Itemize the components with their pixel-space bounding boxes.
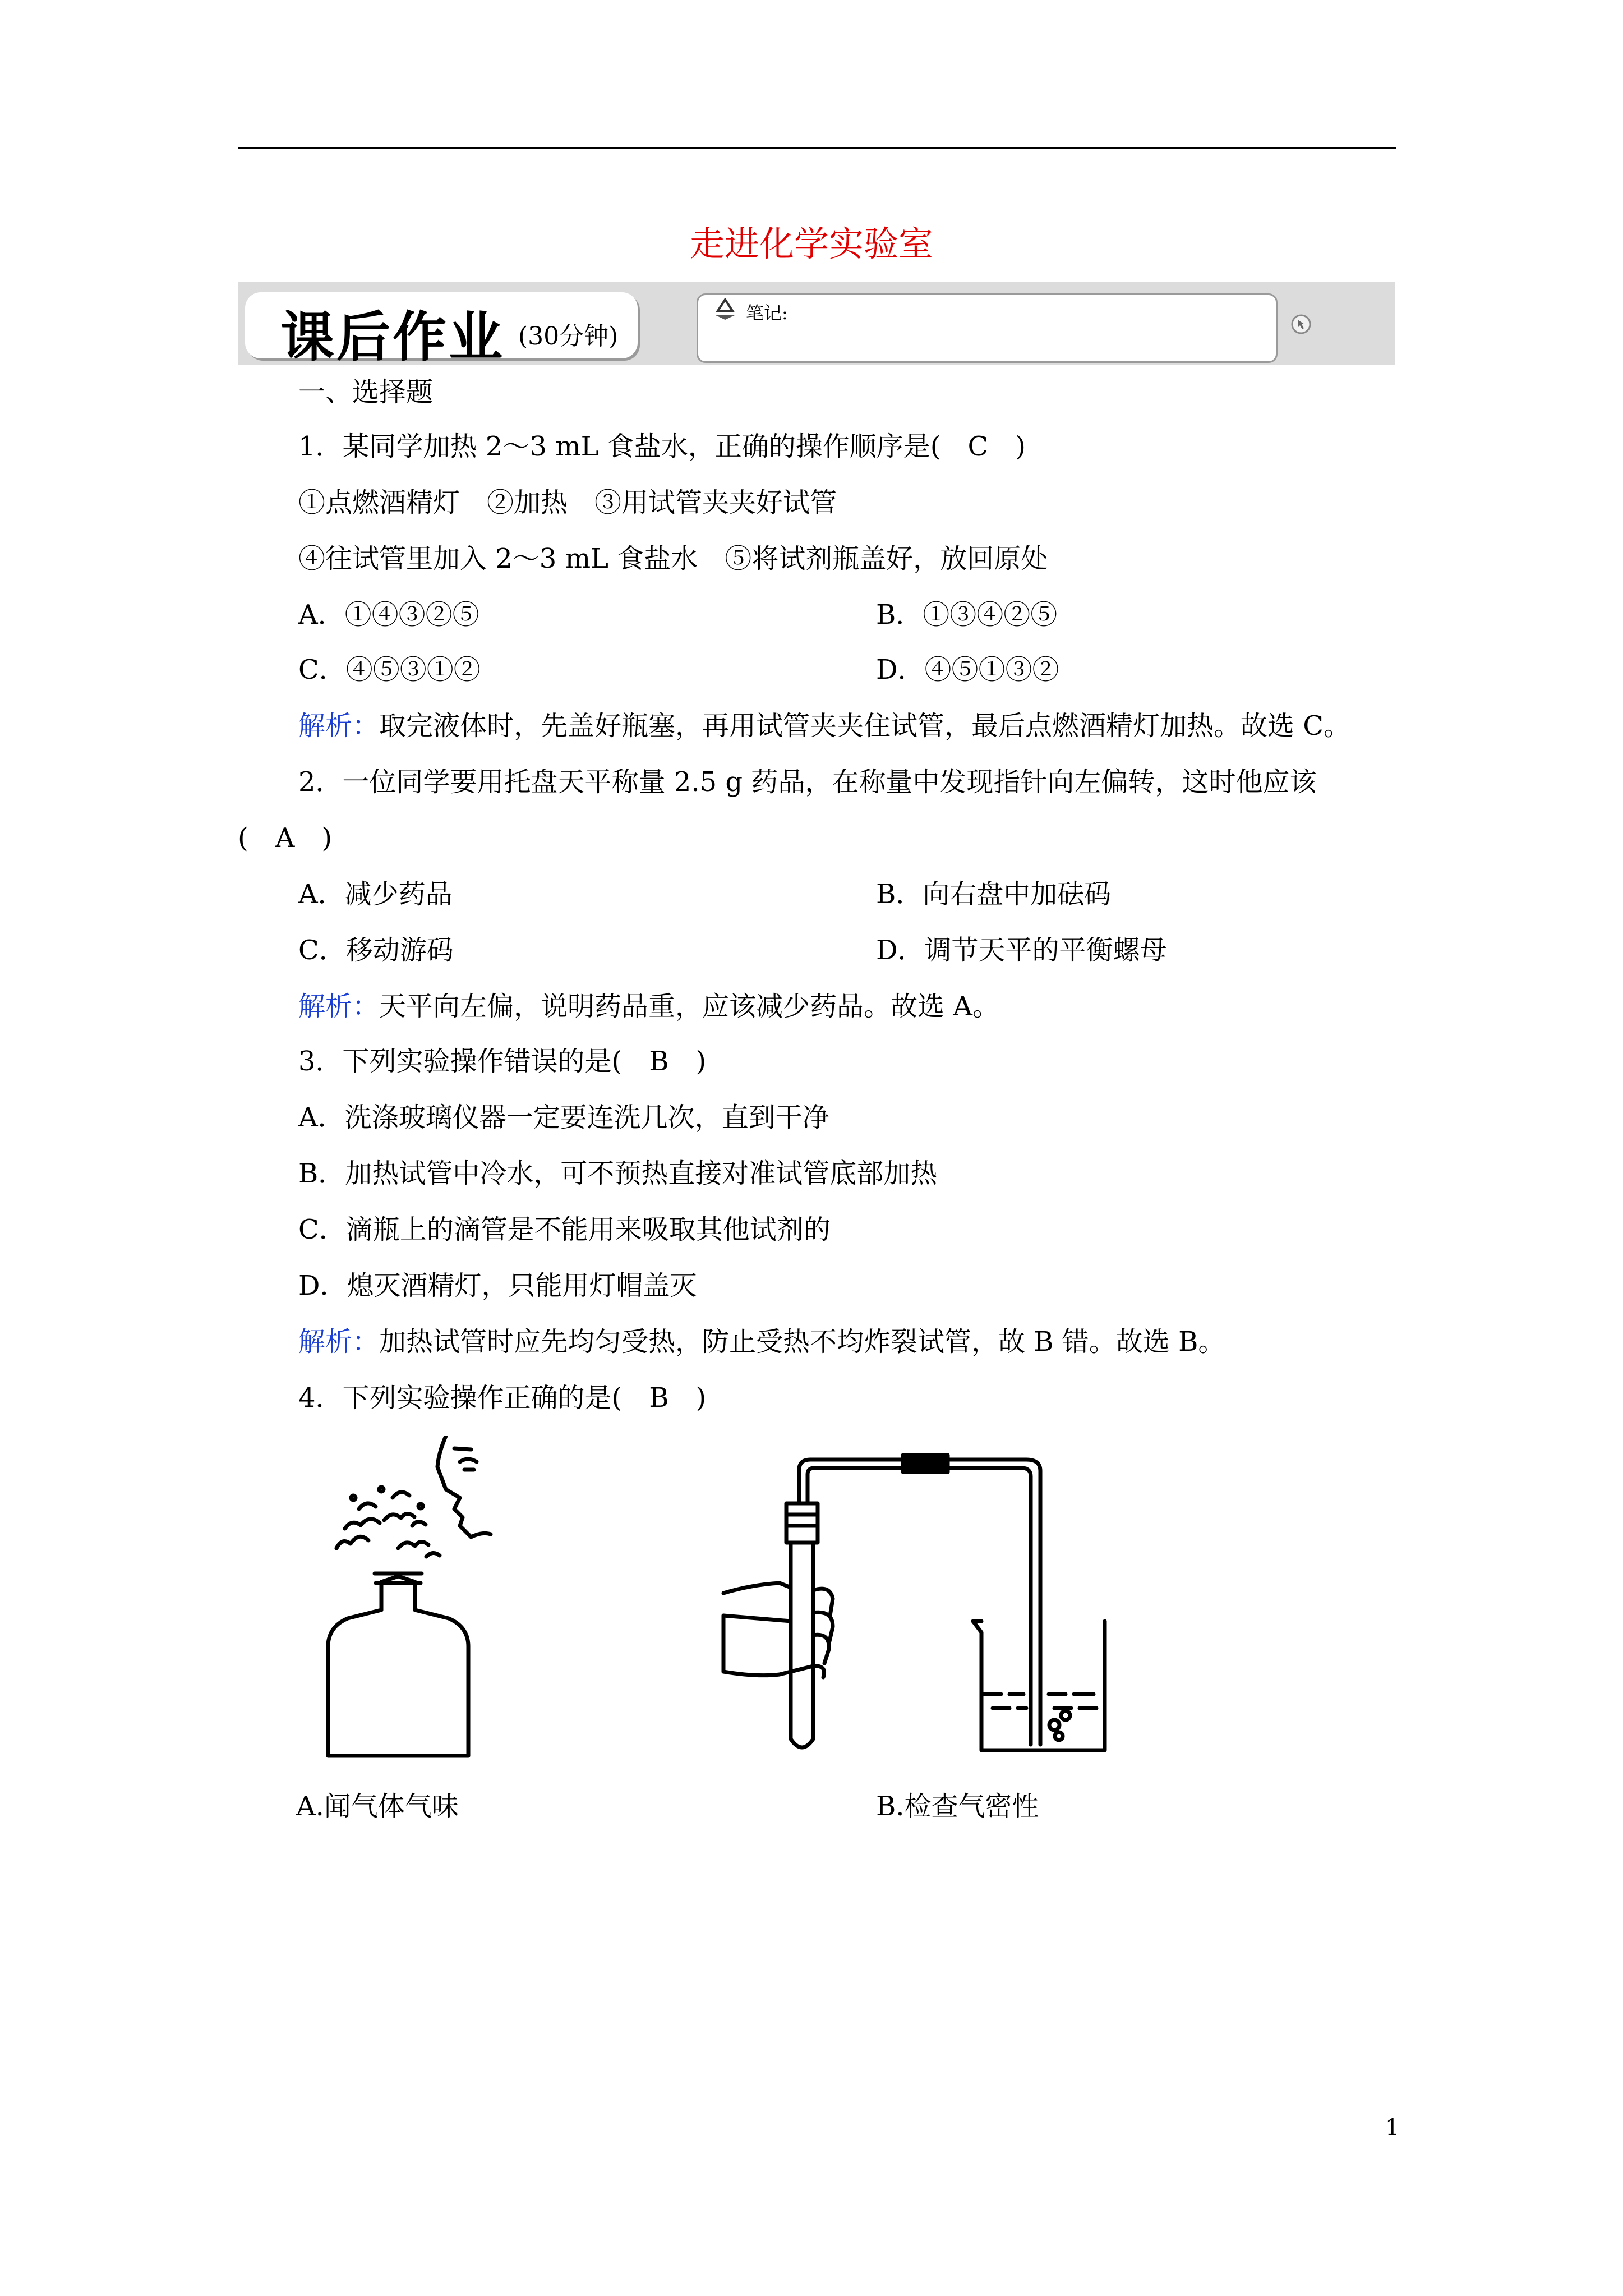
analysis-label: 解析： [298, 991, 380, 1022]
q1-option-a: A．①④③②⑤ [298, 599, 479, 631]
analysis-text: 取完液体时，先盖好瓶塞，再用试管夹夹住试管，最后点燃酒精灯加热。故选 C。 [379, 710, 1351, 742]
q1-option-b: B．①③④②⑤ [876, 599, 1058, 631]
analysis-text: 天平向左偏，说明药品重，应该减少药品。故选 A。 [379, 991, 999, 1022]
analysis-text: 加热试管时应先均匀受热，防止受热不均炸裂试管，故 B 错。故选 B。 [379, 1326, 1225, 1358]
q1-items-1: ①点燃酒精灯 ②加热 ③用试管夹夹好试管 [298, 487, 837, 518]
q1-stem: 1．某同学加热 2～3 mL 食盐水，正确的操作顺序是( C ) [298, 431, 1026, 462]
figure-airtightness [718, 1453, 1127, 1767]
q3-option-b: B．加热试管中冷水，可不预热直接对准试管底部加热 [298, 1158, 938, 1189]
q2-option-b: B．向右盘中加砝码 [876, 878, 1112, 910]
q3-stem: 3．下列实验操作错误的是( B ) [298, 1046, 707, 1077]
q1-option-d: D．④⑤①③② [876, 654, 1059, 685]
q4-caption-a: A.闻气体气味 [296, 1791, 459, 1822]
q2-stem-line1: 2．一位同学要用托盘天平称量 2.5 g 药品，在称量中发现指针向左偏转，这时他应该 [298, 766, 1317, 798]
pointer-icon [1290, 313, 1312, 335]
q4-stem: 4．下列实验操作正确的是( B ) [298, 1382, 707, 1414]
banner-title: 课后作业 [280, 305, 505, 369]
q1-option-c: C．④⑤③①② [298, 654, 481, 685]
q2-option-d: D．调节天平的平衡螺母 [876, 935, 1167, 966]
q1-analysis [298, 710, 1351, 742]
q2-option-a: A．减少药品 [298, 878, 453, 910]
header-rule [238, 147, 1396, 149]
page-title: 走进化学实验室 [689, 223, 933, 264]
q3-analysis [298, 1326, 1225, 1358]
q3-option-c: C．滴瓶上的滴管是不能用来吸取其他试剂的 [298, 1214, 831, 1245]
q1-items-2: ④往试管里加入 2～3 mL 食盐水 ⑤将试剂瓶盖好，放回原处 [298, 543, 1048, 574]
section-heading: 一、选择题 [298, 376, 434, 408]
analysis-label: 解析： [298, 710, 380, 742]
q2-stem-line2: ( A ) [238, 822, 333, 854]
figure-smell-gas [292, 1436, 561, 1773]
q2-analysis [298, 993, 999, 1020]
analysis-label: 解析： [298, 1326, 380, 1358]
notes-label: 笔记: [746, 302, 788, 324]
banner-time: (30分钟) [518, 322, 619, 351]
q3-option-a: A．洗涤玻璃仪器一定要连洗几次，直到干净 [298, 1102, 829, 1133]
recycle-icon [712, 298, 738, 321]
page-number: 1 [1385, 2115, 1400, 2141]
q4-caption-b: B.检查气密性 [876, 1791, 1039, 1822]
q2-option-c: C．移动游码 [298, 935, 454, 966]
q3-option-d: D．熄灭酒精灯，只能用灯帽盖灭 [298, 1270, 697, 1301]
